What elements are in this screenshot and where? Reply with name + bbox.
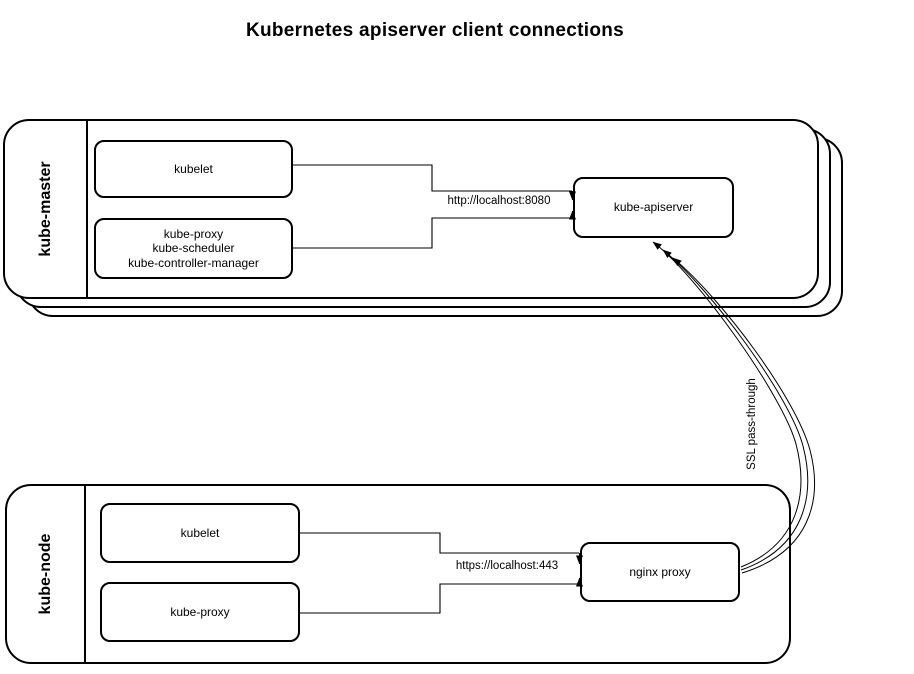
master-clients-box (94, 218, 293, 279)
nginx-proxy-box (580, 542, 740, 602)
nginx-proxy-label: nginx proxy (629, 564, 691, 579)
node-kubelet-label: kubelet (180, 525, 220, 540)
master-client-line-3: kube-controller-manager (128, 255, 259, 270)
kube-apiserver-box (573, 177, 734, 238)
node-label-divider (84, 486, 86, 662)
master-kubelet-label: kubelet (174, 161, 213, 176)
master-client-line-2: kube-scheduler (152, 241, 235, 256)
node-kubelet-box (100, 503, 300, 563)
node-kube-proxy-box (100, 582, 300, 642)
master-label-divider (86, 121, 88, 297)
node-kube-proxy-label: kube-proxy (170, 604, 230, 619)
master-group-label: kube-master (37, 161, 54, 257)
diagram-title: Kubernetes apiserver client connections (245, 20, 625, 41)
master-clients-label (128, 227, 259, 269)
node-group-label: kube-node (37, 533, 54, 615)
kube-apiserver-label: kube-apiserver (613, 200, 694, 215)
https-connection-label: https://localhost:443 (455, 560, 559, 572)
master-client-line-1: kube-proxy (163, 227, 224, 242)
ssl-passthrough-label: SSL pass-through (746, 378, 758, 470)
master-kubelet-box (94, 140, 293, 198)
http-connection-label: http://localhost:8080 (447, 195, 551, 207)
